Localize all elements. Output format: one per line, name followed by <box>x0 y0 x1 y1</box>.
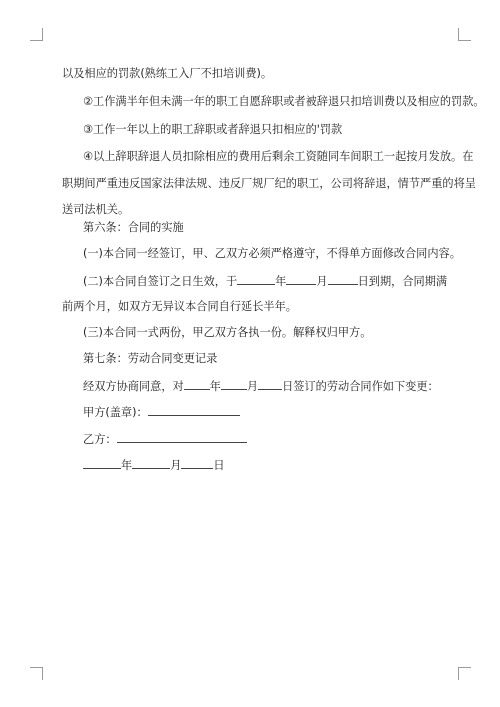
text-span: (二)本合同自签订之日生效，于 <box>83 275 238 288</box>
text-line: 送司法机关。 <box>62 203 130 216</box>
text-line: 职期间严重违反国家法律法规、违反厂规厂纪的职工，公司将辞退，情节严重的将呈 <box>62 177 476 190</box>
text-span: 月 <box>170 459 182 472</box>
text-line: 以及相应的罚款(熟练工入厂不扣培训费)。 <box>62 67 273 80</box>
text-line: ②工作满半年但未满一年的职工自愿辞职或者被辞退只扣培训费以及相应的罚款。 <box>83 95 485 108</box>
text-span: 月 <box>246 380 259 393</box>
party-b-label: 乙方： <box>83 433 117 446</box>
text-span: 年 <box>121 459 133 472</box>
text-line <box>83 273 447 287</box>
blank-line <box>258 378 282 390</box>
section-heading: 第六条：合同的实施 <box>83 221 184 234</box>
text-line: ③工作一年以上的职工辞职或者辞退只扣相应的'罚款 <box>83 123 343 136</box>
text-line: 前两个月，如双方无异议本合同自行延长半年。 <box>62 300 297 313</box>
blank-line <box>221 378 247 390</box>
blank-line <box>83 457 121 469</box>
blank-line <box>148 404 240 416</box>
blank-line <box>328 273 358 285</box>
blank-line <box>117 431 247 443</box>
blank-line <box>237 273 275 285</box>
text-span: 年 <box>275 275 287 288</box>
signature-line-party-b <box>83 431 247 445</box>
text-span: 经双方协商同意，对 <box>83 380 184 393</box>
text-line <box>83 378 439 392</box>
party-a-label: 甲方(盖章)： <box>83 406 148 419</box>
blank-line <box>184 378 210 390</box>
crop-mark-top-right <box>458 28 471 41</box>
text-line: (一)本合同一经签订，甲、乙双方必须严格遵守，不得单方面修改合同内容。 <box>83 247 461 260</box>
blank-line <box>181 457 213 469</box>
section-heading: 第七条：劳动合同变更记录 <box>83 352 218 365</box>
text-line: (三)本合同一式两份，甲乙双方各执一份。解释权归甲方。 <box>83 326 372 339</box>
crop-mark-top-left <box>30 28 43 41</box>
text-span: 日到期，合同期满 <box>357 275 448 288</box>
date-line <box>83 457 225 471</box>
blank-line <box>286 273 316 285</box>
text-span: 日 <box>213 459 225 472</box>
text-span: 日签订的劳动合同作如下变更： <box>282 380 439 393</box>
signature-line-party-a <box>83 404 240 418</box>
text-span: 年 <box>209 380 221 393</box>
text-span: 月 <box>316 275 328 288</box>
crop-mark-bottom-right <box>458 667 471 680</box>
crop-mark-bottom-left <box>30 667 43 680</box>
text-line: ④以上辞职辞退人员扣除相应的费用后剩余工资随同车间职工一起按月发放。在 <box>83 150 474 163</box>
blank-line <box>132 457 170 469</box>
